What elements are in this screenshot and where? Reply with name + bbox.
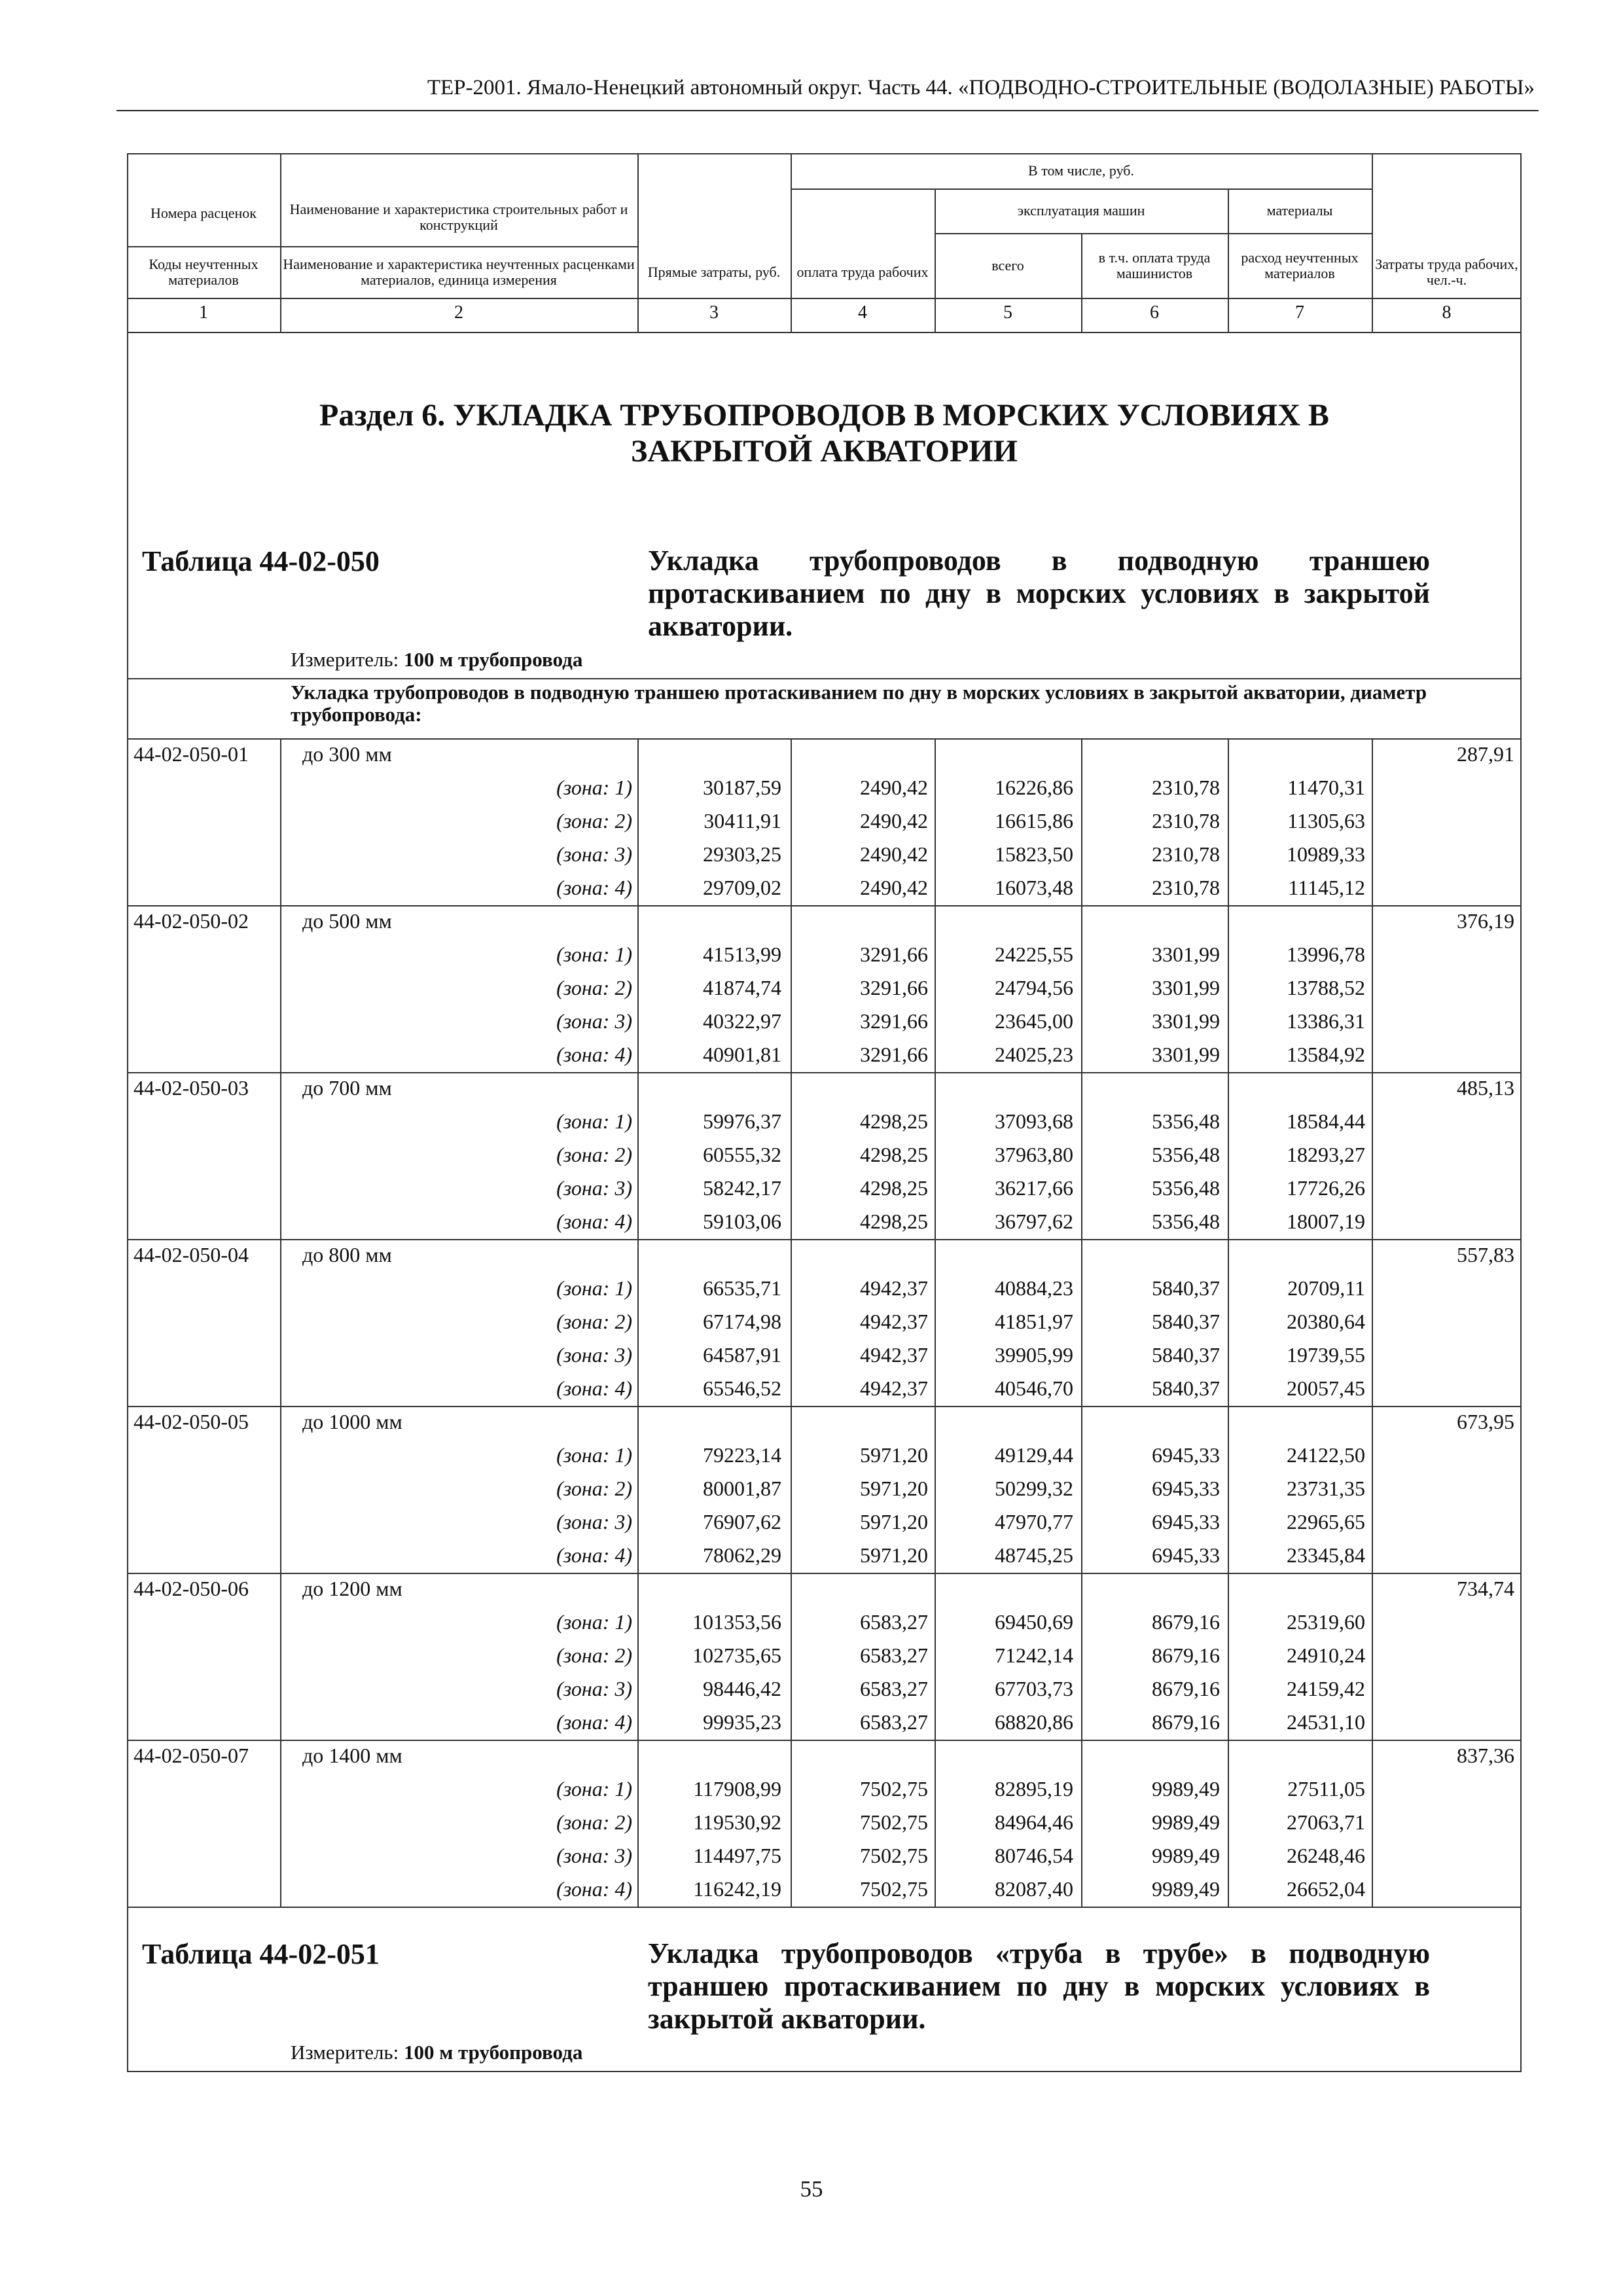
value-direct: 76907,62 [703, 1510, 781, 1534]
value-materials: 13996,78 [1287, 942, 1365, 966]
labor-cost: 287,91 [1457, 742, 1514, 766]
value-materials: 18584,44 [1287, 1109, 1365, 1133]
value-wages: 4298,25 [860, 1176, 928, 1200]
value-materials: 20057,45 [1287, 1376, 1365, 1400]
column-number: 1 [199, 302, 208, 323]
value-machines: 16073,48 [995, 876, 1073, 899]
page-number: 55 [800, 2176, 823, 2202]
value-machines: 39905,99 [995, 1343, 1073, 1367]
value-wages: 3291,66 [860, 1009, 928, 1033]
zone-label: (зона: 1) [556, 1276, 632, 1300]
value-operators: 3301,99 [1152, 976, 1220, 999]
value-materials: 13788,52 [1287, 976, 1365, 999]
item-name: до 1000 мм [302, 1410, 402, 1433]
col2-top-header: Наименование и характеристика строительных работ и конструкций [289, 201, 628, 233]
zone-label: (зона: 3) [556, 1009, 632, 1033]
running-title: ТЕР-2001. Ямало-Ненецкий автономный округ. Часть 44. «ПОДВОДНО-СТРОИТЕЛЬНЫЕ (ВОДОЛАЗНЫЕ) РАБОТЫ» [427, 76, 1535, 99]
value-operators: 8679,16 [1152, 1643, 1220, 1667]
value-wages: 5971,20 [860, 1543, 928, 1567]
value-direct: 79223,14 [703, 1443, 781, 1467]
value-wages: 7502,75 [860, 1877, 928, 1901]
zone-label: (зона: 4) [556, 1877, 632, 1901]
zone-label: (зона: 2) [556, 1310, 632, 1333]
item-name: до 1400 мм [302, 1744, 402, 1767]
value-direct: 116242,19 [693, 1877, 781, 1901]
value-machines: 48745,25 [995, 1543, 1073, 1567]
group-divider [127, 1406, 1522, 1407]
value-wages: 5971,20 [860, 1443, 928, 1467]
zone-label: (зона: 2) [556, 1643, 632, 1667]
value-wages: 4942,37 [860, 1343, 928, 1367]
column-number: 3 [709, 302, 719, 323]
value-machines: 37093,68 [995, 1109, 1073, 1133]
value-materials: 24159,42 [1287, 1677, 1365, 1700]
section-title: Раздел 6. УКЛАДКА ТРУБОПРОВОДОВ В МОРСКИХ УСЛОВИЯХ В ЗАКРЫТОЙ АКВАТОРИИ [319, 398, 1329, 469]
body-end-divider [127, 1907, 1522, 1908]
zone-label: (зона: 3) [556, 1844, 632, 1867]
value-direct: 59103,06 [703, 1210, 781, 1233]
value-machines: 36217,66 [995, 1176, 1073, 1200]
col2-bottom-header: Наименование и характеристика неучтенных расценками материалов, единица измерения [283, 256, 635, 288]
value-operators: 5356,48 [1152, 1210, 1220, 1233]
value-materials: 13584,92 [1287, 1043, 1365, 1066]
labor-cost: 376,19 [1457, 909, 1514, 933]
value-materials: 26248,46 [1287, 1844, 1365, 1867]
table1-measure [291, 648, 582, 672]
value-materials: 23345,84 [1287, 1543, 1365, 1567]
value-direct: 101353,56 [692, 1610, 781, 1634]
value-operators: 8679,16 [1152, 1610, 1220, 1634]
value-wages: 6583,27 [860, 1677, 928, 1700]
item-name: до 500 мм [302, 909, 392, 933]
value-operators: 2310,78 [1152, 809, 1220, 833]
zone-label: (зона: 4) [556, 1543, 632, 1567]
value-wages: 4298,25 [860, 1143, 928, 1166]
value-wages: 7502,75 [860, 1777, 928, 1801]
value-machines: 23645,00 [995, 1009, 1073, 1033]
zone-label: (зона: 2) [556, 1810, 632, 1834]
value-wages: 4942,37 [860, 1276, 928, 1300]
materials-header: материалы [1266, 202, 1333, 219]
value-materials: 27511,05 [1287, 1777, 1365, 1801]
value-wages: 6583,27 [860, 1643, 928, 1667]
value-direct: 67174,98 [703, 1310, 781, 1333]
value-materials: 20709,11 [1287, 1276, 1365, 1300]
measure-label: Измеритель: [291, 2041, 399, 2064]
table1-label: Таблица 44-02-050 [142, 545, 380, 577]
table1-group-caption: Укладка трубопроводов в подводную траншею протаскиванием по дну в морских условиях в закрытой акватории, диаметр трубопровода: [291, 681, 1427, 726]
included-header: В том числе, руб. [1028, 162, 1134, 179]
item-name: до 1200 мм [302, 1577, 402, 1600]
value-machines: 82895,19 [995, 1777, 1073, 1801]
value-materials: 24531,10 [1287, 1710, 1365, 1734]
col4-header: оплата труда рабочих [796, 264, 929, 280]
rate-code: 44-02-050-06 [134, 1577, 249, 1600]
value-direct: 59976,37 [703, 1109, 781, 1133]
zone-label: (зона: 4) [556, 876, 632, 899]
value-materials: 20380,64 [1287, 1310, 1365, 1333]
value-materials: 27063,71 [1287, 1810, 1365, 1834]
labor-cost: 557,83 [1457, 1243, 1514, 1266]
group-divider [127, 905, 1522, 906]
col6-header: в т.ч. оплата труда машинистов [1098, 249, 1211, 281]
caption-divider [127, 678, 1522, 679]
value-materials: 24910,24 [1287, 1643, 1365, 1667]
value-machines: 24025,23 [995, 1043, 1073, 1066]
value-materials: 11145,12 [1288, 876, 1365, 899]
group-divider [127, 1740, 1522, 1741]
value-direct: 80001,87 [703, 1477, 781, 1500]
value-wages: 6583,27 [860, 1610, 928, 1634]
value-direct: 29303,25 [703, 842, 781, 866]
value-operators: 8679,16 [1152, 1710, 1220, 1734]
value-machines: 47970,77 [995, 1510, 1073, 1534]
value-wages: 2490,42 [860, 776, 928, 799]
rate-code: 44-02-050-02 [134, 909, 249, 933]
value-direct: 65546,52 [703, 1376, 781, 1400]
running-header [116, 73, 1539, 111]
value-materials: 18293,27 [1287, 1143, 1365, 1166]
value-operators: 9989,49 [1152, 1844, 1220, 1867]
value-direct: 66535,71 [703, 1276, 781, 1300]
header-line [127, 298, 1522, 299]
value-machines: 80746,54 [995, 1844, 1073, 1867]
value-machines: 24794,56 [995, 976, 1073, 999]
column-number: 6 [1150, 302, 1159, 323]
table2-measure [291, 2041, 582, 2064]
value-wages: 4298,25 [860, 1210, 928, 1233]
zone-label: (зона: 2) [556, 809, 632, 833]
col8-header: Затраты труда рабочих, чел.-ч. [1375, 256, 1518, 288]
value-direct: 98446,42 [703, 1677, 781, 1700]
value-wages: 5971,20 [860, 1477, 928, 1500]
body-divider [280, 738, 281, 1907]
value-materials: 19739,55 [1287, 1343, 1365, 1367]
value-machines: 50299,32 [995, 1477, 1073, 1500]
value-operators: 2310,78 [1152, 776, 1220, 799]
group-divider [127, 1239, 1522, 1240]
rate-code: 44-02-050-05 [134, 1410, 249, 1433]
table2-description: Укладка трубопроводов «труба в трубе» в подводную траншею протаскиванием по дну в морских условиях в закрытой акватории. [648, 1937, 1430, 2035]
value-materials: 13386,31 [1287, 1009, 1365, 1033]
zone-label: (зона: 2) [556, 1143, 632, 1166]
zone-label: (зона: 2) [556, 976, 632, 999]
value-direct: 102735,65 [692, 1643, 781, 1667]
zone-label: (зона: 3) [556, 1677, 632, 1700]
group-divider [127, 1072, 1522, 1073]
value-direct: 99935,23 [703, 1710, 781, 1734]
column-number: 2 [454, 302, 463, 323]
zone-label: (зона: 4) [556, 1210, 632, 1233]
col3-header: Прямые затраты, руб. [647, 264, 781, 280]
value-machines: 68820,86 [995, 1710, 1073, 1734]
zone-label: (зона: 4) [556, 1043, 632, 1066]
zone-label: (зона: 3) [556, 1176, 632, 1200]
zone-label: (зона: 1) [556, 776, 632, 799]
group-divider [127, 1573, 1522, 1574]
column-number: 4 [858, 302, 867, 323]
value-operators: 9989,49 [1152, 1877, 1220, 1901]
value-machines: 36797,62 [995, 1210, 1073, 1233]
value-direct: 60555,32 [703, 1143, 781, 1166]
value-wages: 3291,66 [860, 1043, 928, 1066]
value-direct: 30187,59 [703, 776, 781, 799]
value-operators: 3301,99 [1152, 1009, 1220, 1033]
measure-value: 100 м трубопровода [403, 2041, 583, 2064]
measure-value: 100 м трубопровода [403, 648, 583, 671]
value-operators: 3301,99 [1152, 942, 1220, 966]
zone-label: (зона: 4) [556, 1376, 632, 1400]
value-wages: 4298,25 [860, 1109, 928, 1133]
value-direct: 58242,17 [703, 1176, 781, 1200]
labor-cost: 734,74 [1457, 1577, 1514, 1600]
zone-label: (зона: 3) [556, 842, 632, 866]
value-direct: 78062,29 [703, 1543, 781, 1567]
column-number: 5 [1003, 302, 1012, 323]
value-direct: 30411,91 [704, 809, 781, 833]
value-materials: 11305,63 [1287, 809, 1365, 833]
value-operators: 9989,49 [1152, 1777, 1220, 1801]
zone-label: (зона: 1) [556, 1610, 632, 1634]
rate-code: 44-02-050-04 [134, 1243, 249, 1266]
value-direct: 114497,75 [693, 1844, 781, 1867]
value-operators: 5356,48 [1152, 1176, 1220, 1200]
value-machines: 67703,73 [995, 1677, 1073, 1700]
value-wages: 4942,37 [860, 1376, 928, 1400]
value-direct: 40322,97 [703, 1009, 781, 1033]
value-materials: 18007,19 [1287, 1210, 1365, 1233]
value-materials: 25319,60 [1287, 1610, 1365, 1634]
column-number: 8 [1442, 302, 1452, 323]
measure-label: Измеритель: [291, 648, 399, 671]
value-operators: 5840,37 [1152, 1310, 1220, 1333]
col1-top-header: Номера расценок [151, 205, 257, 221]
value-operators: 6945,33 [1152, 1443, 1220, 1467]
rate-code: 44-02-050-07 [134, 1744, 249, 1767]
item-name: до 700 мм [302, 1076, 392, 1100]
value-direct: 40901,81 [703, 1043, 781, 1066]
header-line [127, 332, 1522, 333]
zone-label: (зона: 1) [556, 1109, 632, 1133]
value-materials: 11470,31 [1287, 776, 1365, 799]
value-wages: 2490,42 [860, 809, 928, 833]
value-wages: 3291,66 [860, 942, 928, 966]
labor-cost: 837,36 [1457, 1744, 1514, 1767]
value-wages: 2490,42 [860, 876, 928, 899]
zone-label: (зона: 1) [556, 942, 632, 966]
value-machines: 41851,97 [995, 1310, 1073, 1333]
value-wages: 2490,42 [860, 842, 928, 866]
value-materials: 22965,65 [1287, 1510, 1365, 1534]
value-direct: 119530,92 [693, 1810, 781, 1834]
value-wages: 4942,37 [860, 1310, 928, 1333]
value-machines: 49129,44 [995, 1443, 1073, 1467]
machines-header: эксплуатация машин [1017, 202, 1145, 219]
value-materials: 24122,50 [1287, 1443, 1365, 1467]
labor-cost: 485,13 [1457, 1076, 1514, 1100]
value-machines: 37963,80 [995, 1143, 1073, 1166]
value-machines: 15823,50 [995, 842, 1073, 866]
value-materials: 10989,33 [1287, 842, 1365, 866]
value-wages: 5971,20 [860, 1510, 928, 1534]
value-direct: 41874,74 [703, 976, 781, 999]
value-wages: 3291,66 [860, 976, 928, 999]
value-operators: 6945,33 [1152, 1543, 1220, 1567]
zone-label: (зона: 2) [556, 1477, 632, 1500]
value-operators: 5840,37 [1152, 1276, 1220, 1300]
value-direct: 117908,99 [693, 1777, 781, 1801]
item-name: до 800 мм [302, 1243, 392, 1266]
value-operators: 2310,78 [1152, 842, 1220, 866]
value-machines: 16226,86 [995, 776, 1073, 799]
value-materials: 26652,04 [1287, 1877, 1365, 1901]
value-machines: 84964,46 [995, 1810, 1073, 1834]
table1-description: Укладка трубопроводов в подводную траншею протаскиванием по дну в морских условиях в закрытой акватории. [648, 545, 1430, 642]
value-materials: 23731,35 [1287, 1477, 1365, 1500]
rate-code: 44-02-050-01 [134, 742, 249, 766]
zone-label: (зона: 3) [556, 1343, 632, 1367]
col1-bottom-header: Коды неучтенных материалов [149, 256, 259, 288]
value-operators: 5840,37 [1152, 1343, 1220, 1367]
value-materials: 17726,26 [1287, 1176, 1365, 1200]
value-direct: 64587,91 [703, 1343, 781, 1367]
group-divider [127, 738, 1522, 740]
value-machines: 40884,23 [995, 1276, 1073, 1300]
value-operators: 5356,48 [1152, 1109, 1220, 1133]
value-direct: 41513,99 [703, 942, 781, 966]
value-machines: 24225,55 [995, 942, 1073, 966]
zone-label: (зона: 4) [556, 1710, 632, 1734]
value-wages: 7502,75 [860, 1844, 928, 1867]
value-machines: 40546,70 [995, 1376, 1073, 1400]
rate-code: 44-02-050-03 [134, 1076, 249, 1100]
zone-label: (зона: 3) [556, 1510, 632, 1534]
value-machines: 69450,69 [995, 1610, 1073, 1634]
col7-header: расход неучтенных материалов [1241, 249, 1359, 281]
value-operators: 5840,37 [1152, 1376, 1220, 1400]
value-machines: 82087,40 [995, 1877, 1073, 1901]
value-operators: 2310,78 [1152, 876, 1220, 899]
value-operators: 8679,16 [1152, 1677, 1220, 1700]
labor-cost: 673,95 [1457, 1410, 1514, 1433]
value-operators: 3301,99 [1152, 1043, 1220, 1066]
value-operators: 5356,48 [1152, 1143, 1220, 1166]
item-name: до 300 мм [302, 742, 392, 766]
col5-header: всего [991, 257, 1024, 274]
value-wages: 7502,75 [860, 1810, 928, 1834]
value-direct: 29709,02 [703, 876, 781, 899]
zone-label: (зона: 1) [556, 1443, 632, 1467]
value-machines: 16615,86 [995, 809, 1073, 833]
value-machines: 71242,14 [995, 1643, 1073, 1667]
value-wages: 6583,27 [860, 1710, 928, 1734]
value-operators: 6945,33 [1152, 1477, 1220, 1500]
column-number: 7 [1295, 302, 1304, 323]
table2-label: Таблица 44-02-051 [142, 1938, 380, 1970]
zone-label: (зона: 1) [556, 1777, 632, 1801]
value-operators: 9989,49 [1152, 1810, 1220, 1834]
value-operators: 6945,33 [1152, 1510, 1220, 1534]
